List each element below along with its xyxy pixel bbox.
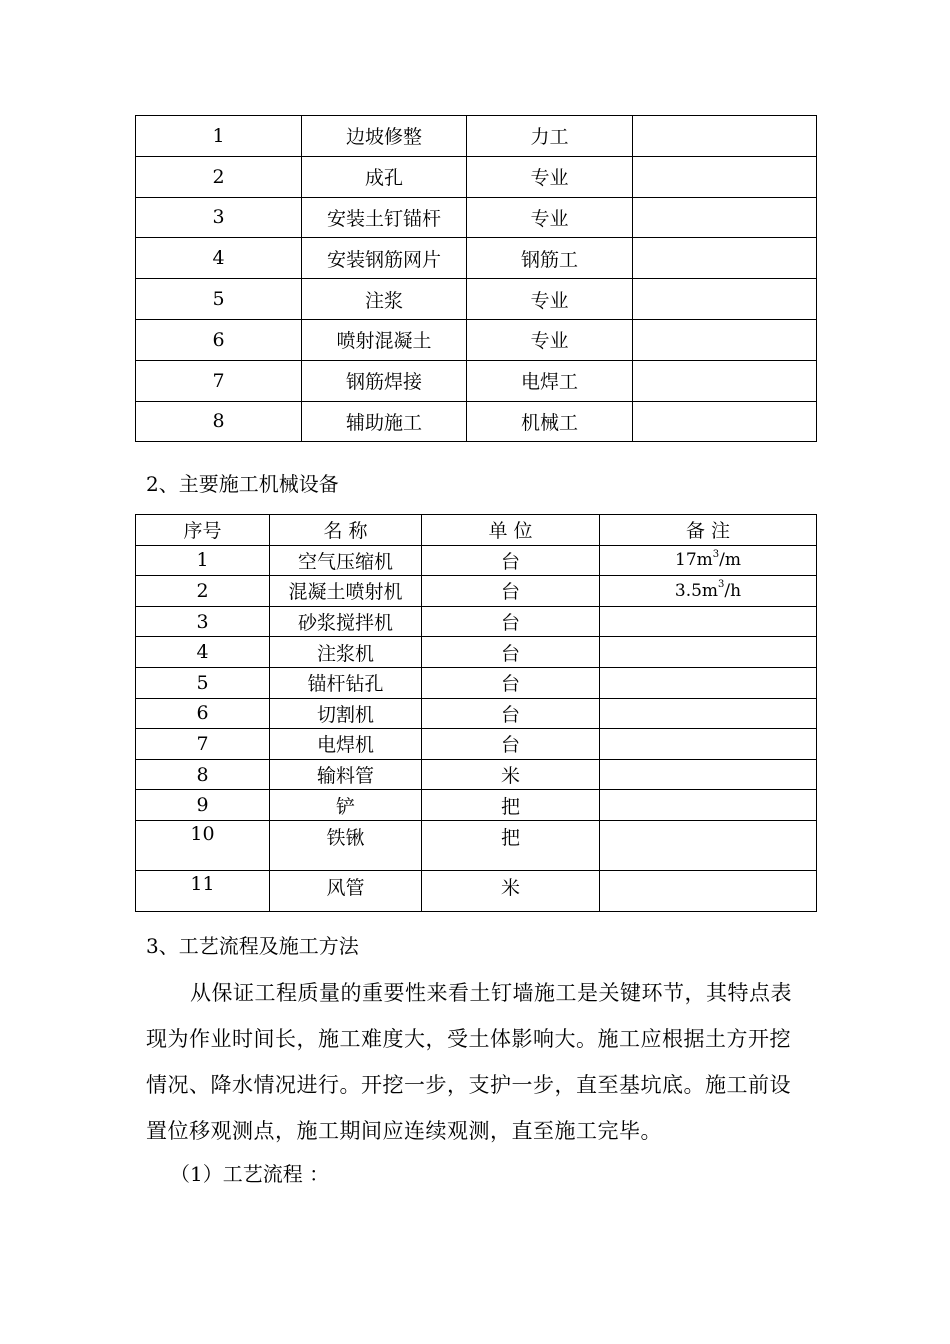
cell-name: 注浆机	[270, 637, 422, 668]
header-note: 备 注	[600, 515, 817, 546]
cell-index: 3	[136, 606, 270, 637]
cell-unit: 台	[422, 729, 600, 760]
note-exponent: 3	[718, 579, 725, 591]
cell-note	[633, 360, 817, 401]
cell-index: 9	[136, 790, 270, 821]
cell-index: 8	[136, 401, 302, 442]
table-row	[136, 759, 817, 790]
table-row	[136, 116, 817, 157]
equipment-table	[135, 514, 817, 912]
table-row	[136, 820, 817, 870]
cell-task: 安装钢筋网片	[302, 238, 467, 279]
cell-name: 切割机	[270, 698, 422, 729]
cell-index: 7	[136, 729, 270, 760]
cell-task: 注浆	[302, 279, 467, 320]
table-row	[136, 637, 817, 668]
cell-note	[600, 606, 817, 637]
note-exponent: 3	[712, 548, 720, 560]
paragraph-text: 从保证工程质量的重要性来看土钉墙施工是关键环节，其特点表现为作业时间长，施工难度大，受土体影响大。施工应根据土方开挖情况、降水情况进行。开挖一步，支护一步，直至基坑底。施工前设置位移观测点，施工期间应连续观测，直至施工完毕。	[146, 981, 792, 1143]
cell-unit: 台	[422, 545, 600, 576]
cell-note	[633, 197, 817, 238]
cell-worker: 专业	[467, 319, 633, 360]
header-unit: 单 位	[422, 515, 600, 546]
note-value: 17m	[675, 550, 713, 571]
table-row	[136, 545, 817, 576]
cell-worker: 电焊工	[467, 360, 633, 401]
table-row	[136, 729, 817, 760]
body-paragraph	[146, 970, 811, 1154]
table-row	[136, 606, 817, 637]
cell-name: 铁锹	[270, 820, 422, 870]
cell-note	[600, 545, 817, 576]
cell-unit: 把	[422, 820, 600, 870]
cell-note	[633, 319, 817, 360]
cell-note	[600, 790, 817, 821]
cell-note	[600, 759, 817, 790]
header-index: 序号	[136, 515, 270, 546]
table-row	[136, 319, 817, 360]
cell-worker: 专业	[467, 156, 633, 197]
table-row	[136, 238, 817, 279]
labor-table	[135, 115, 817, 442]
table-row	[136, 698, 817, 729]
cell-name: 风管	[270, 870, 422, 911]
cell-task: 成孔	[302, 156, 467, 197]
cell-index: 6	[136, 319, 302, 360]
cell-index: 1	[136, 116, 302, 157]
cell-name: 铲	[270, 790, 422, 821]
table-row	[136, 401, 817, 442]
table-row	[136, 576, 817, 607]
cell-note	[600, 820, 817, 870]
cell-task: 喷射混凝土	[302, 319, 467, 360]
note-value: 3.5m	[674, 580, 719, 601]
cell-index: 4	[136, 238, 302, 279]
cell-unit: 台	[422, 606, 600, 637]
cell-task: 安装土钉锚杆	[302, 197, 467, 238]
cell-index: 4	[136, 637, 270, 668]
cell-name: 输料管	[270, 759, 422, 790]
table-row	[136, 279, 817, 320]
section-heading-process: 3、工艺流程及施工方法	[146, 934, 359, 958]
cell-index: 2	[136, 576, 270, 607]
cell-note	[600, 870, 817, 911]
cell-unit: 把	[422, 790, 600, 821]
cell-index: 7	[136, 360, 302, 401]
table-header-row	[136, 515, 817, 546]
table-row	[136, 197, 817, 238]
cell-index: 5	[136, 667, 270, 698]
cell-note	[633, 116, 817, 157]
table-row	[136, 790, 817, 821]
cell-unit: 台	[422, 637, 600, 668]
subsection-heading-process-flow: （1）工艺流程 ：	[170, 1162, 330, 1186]
cell-name: 电焊机	[270, 729, 422, 760]
cell-unit: 台	[422, 667, 600, 698]
table-row	[136, 667, 817, 698]
cell-index: 3	[136, 197, 302, 238]
cell-name: 锚杆钻孔	[270, 667, 422, 698]
cell-note	[600, 637, 817, 668]
cell-index: 11	[136, 870, 270, 911]
table-row	[136, 870, 817, 911]
cell-worker: 专业	[467, 279, 633, 320]
cell-unit: 台	[422, 576, 600, 607]
cell-note	[633, 156, 817, 197]
section-heading-equipment: 2、主要施工机械设备	[146, 472, 339, 496]
cell-task: 边坡修整	[302, 116, 467, 157]
cell-note	[600, 667, 817, 698]
cell-worker: 力工	[467, 116, 633, 157]
cell-index: 10	[136, 820, 270, 870]
cell-note	[600, 698, 817, 729]
table-row	[136, 156, 817, 197]
cell-name: 空气压缩机	[270, 545, 422, 576]
cell-index: 5	[136, 279, 302, 320]
cell-worker: 钢筋工	[467, 238, 633, 279]
cell-task: 钢筋焊接	[302, 360, 467, 401]
note-unit: /m	[719, 550, 741, 571]
cell-worker: 专业	[467, 197, 633, 238]
cell-unit: 米	[422, 759, 600, 790]
cell-index: 6	[136, 698, 270, 729]
cell-note	[600, 576, 817, 607]
cell-index: 8	[136, 759, 270, 790]
cell-unit: 台	[422, 698, 600, 729]
cell-note	[633, 401, 817, 442]
cell-worker: 机械工	[467, 401, 633, 442]
cell-task: 辅助施工	[302, 401, 467, 442]
cell-note	[600, 729, 817, 760]
cell-note	[633, 238, 817, 279]
cell-index: 1	[136, 545, 270, 576]
note-unit: /h	[724, 580, 742, 601]
cell-unit: 米	[422, 870, 600, 911]
cell-index: 2	[136, 156, 302, 197]
header-name: 名 称	[270, 515, 422, 546]
cell-note	[633, 279, 817, 320]
table-row	[136, 360, 817, 401]
cell-name: 砂浆搅拌机	[270, 606, 422, 637]
cell-name: 混凝土喷射机	[270, 576, 422, 607]
